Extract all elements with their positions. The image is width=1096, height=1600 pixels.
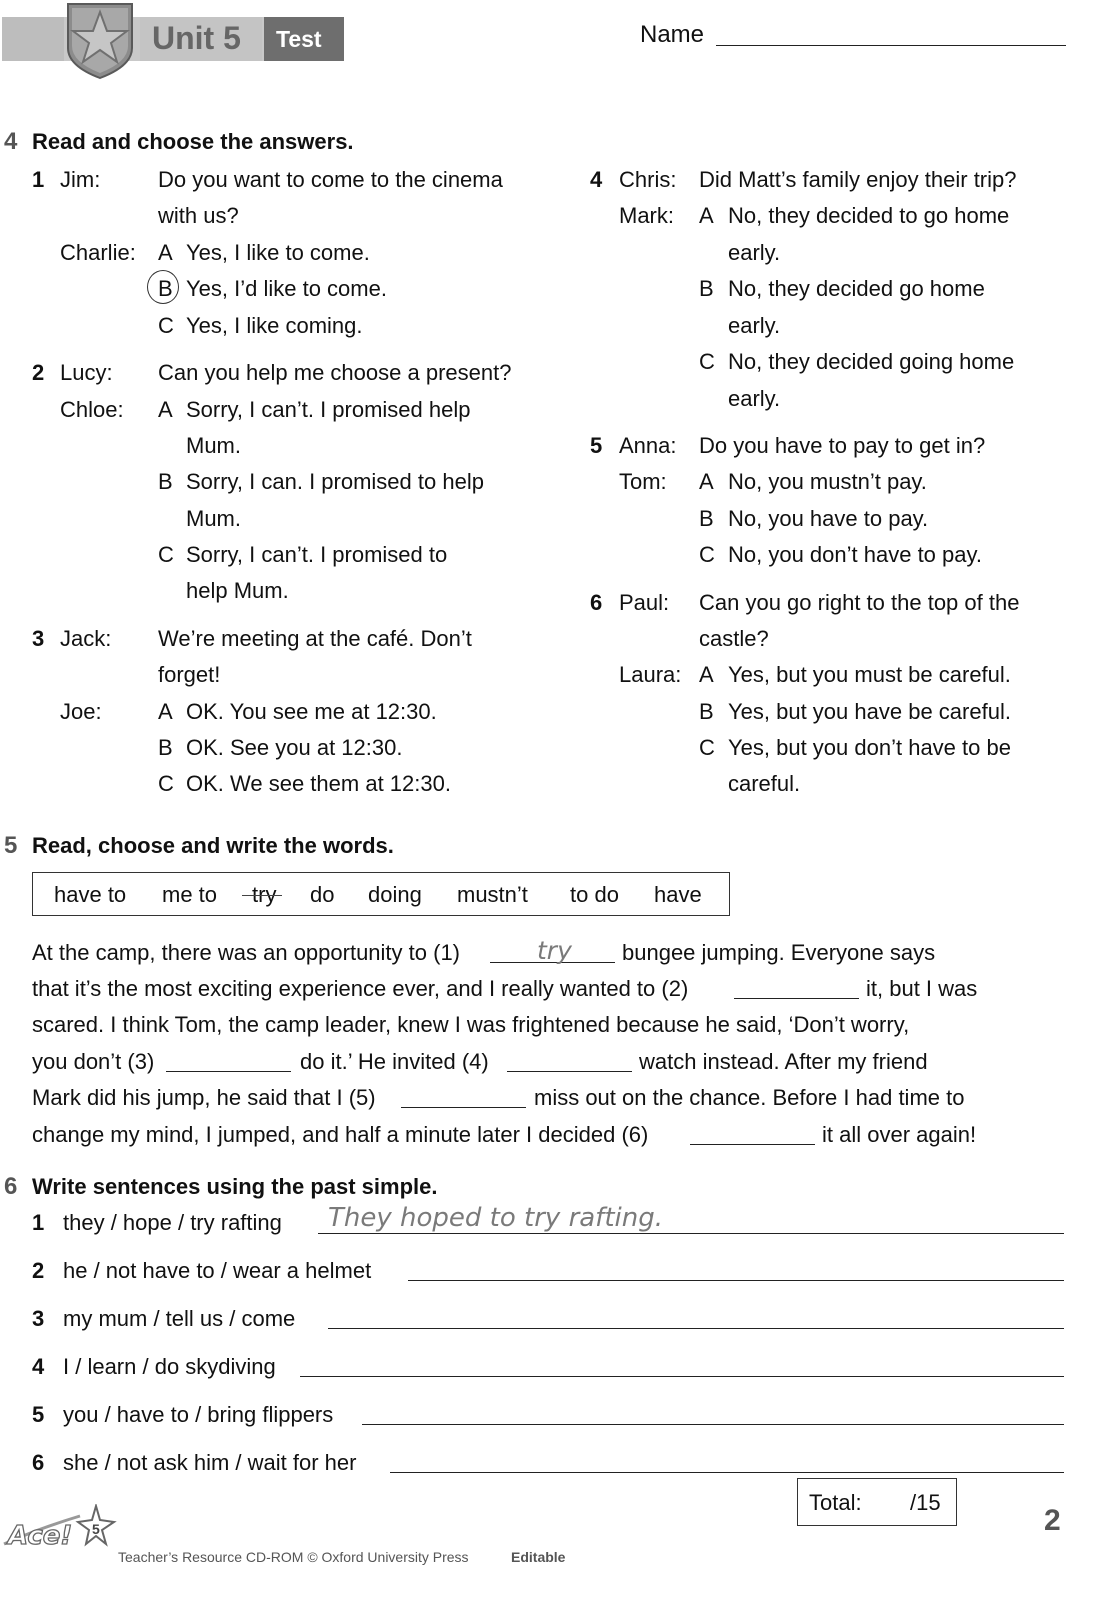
speaker: Jim: xyxy=(60,167,101,192)
option-letter[interactable]: B xyxy=(699,699,714,724)
question-number: 6 xyxy=(590,590,603,615)
item-number: 1 xyxy=(32,1210,45,1235)
option-text: Yes, I like coming. xyxy=(186,313,363,338)
header-bar-left xyxy=(2,17,64,61)
item-prompt: he / not have to / wear a helmet xyxy=(63,1258,372,1283)
exercise-number: 5 xyxy=(4,832,18,859)
dialogue-line: Can you go right to the top of the xyxy=(699,590,1020,615)
passage-text: bungee jumping. Everyone says xyxy=(622,940,936,965)
item-number: 5 xyxy=(32,1402,45,1427)
option-letter[interactable]: B xyxy=(158,469,173,494)
exercise-instruction: Read, choose and write the words. xyxy=(32,833,394,858)
item-number: 3 xyxy=(32,1306,45,1331)
item-prompt: I / learn / do skydiving xyxy=(63,1354,276,1379)
item-prompt: you / have to / bring flippers xyxy=(63,1402,334,1427)
speaker: Paul: xyxy=(619,590,670,615)
name-field[interactable] xyxy=(716,45,1066,46)
credit-line: Teacher’s Resource CD-ROM © Oxford University Press xyxy=(118,1549,469,1565)
passage-text: miss out on the chance. Before I had time to xyxy=(534,1085,965,1110)
gap-2[interactable] xyxy=(734,998,859,999)
speaker: Mark: xyxy=(619,203,674,228)
speaker: Lucy: xyxy=(60,360,113,385)
passage-text: change my mind, I jumped, and half a minute later I decided (6) xyxy=(32,1122,649,1147)
item-number: 4 xyxy=(32,1354,45,1379)
question-number: 5 xyxy=(590,433,603,458)
gap-6[interactable] xyxy=(690,1144,815,1145)
option-letter[interactable]: C xyxy=(158,542,174,567)
option-letter[interactable]: C xyxy=(158,313,174,338)
item-number: 2 xyxy=(32,1258,45,1283)
speaker: Charlie: xyxy=(60,240,136,265)
passage-text: it, but I was xyxy=(866,976,978,1001)
passage-text: it all over again! xyxy=(822,1122,977,1147)
dialogue-line: Can you help me choose a present? xyxy=(158,360,512,385)
passage-text: scared. I think Tom, the camp leader, knew I was frightened because he said, ‘Don’t worry, xyxy=(32,1012,910,1037)
passage-text: you don’t (3) xyxy=(32,1049,155,1074)
option-letter[interactable]: B xyxy=(158,735,173,760)
speaker: Jack: xyxy=(60,626,112,651)
passage-text: At the camp, there was an opportunity to (1) xyxy=(32,940,461,965)
option-letter[interactable]: A xyxy=(158,397,173,422)
word-option: to do xyxy=(570,882,619,907)
item-prompt: they / hope / try rafting xyxy=(63,1210,282,1235)
question-number: 4 xyxy=(590,167,603,192)
word-option: doing xyxy=(368,882,422,907)
answer-line-4[interactable] xyxy=(300,1376,1064,1377)
answer-line-6[interactable] xyxy=(390,1472,1064,1473)
exercise-instruction: Write sentences using the past simple. xyxy=(32,1174,438,1199)
option-letter[interactable]: A xyxy=(699,203,714,228)
option-text: careful. xyxy=(728,771,801,796)
gap-5[interactable] xyxy=(401,1107,526,1108)
option-text: OK. We see them at 12:30. xyxy=(186,771,451,796)
option-text: OK. You see me at 12:30. xyxy=(186,699,437,724)
option-text: Sorry, I can’t. I promised to xyxy=(186,542,448,567)
option-letter[interactable]: B xyxy=(158,276,173,301)
option-letter[interactable]: A xyxy=(699,469,714,494)
option-text: Yes, but you don’t have to be xyxy=(728,735,1011,760)
option-letter[interactable]: C xyxy=(699,349,715,374)
exercise-number: 6 xyxy=(4,1173,18,1200)
editable-label: Editable xyxy=(511,1549,566,1565)
option-text: Yes, but you have be careful. xyxy=(728,699,1011,724)
answer-line-3[interactable] xyxy=(328,1328,1064,1329)
speaker: Anna: xyxy=(619,433,677,458)
word-option: have xyxy=(654,882,702,907)
unit-title: Unit 5 xyxy=(152,20,241,56)
test-title: Test xyxy=(276,26,322,52)
word-option: do xyxy=(310,882,335,907)
word-option-used: try xyxy=(252,882,277,907)
question-number: 1 xyxy=(32,167,45,192)
exercise-number: 4 xyxy=(4,128,18,155)
passage-text: Mark did his jump, he said that I (5) xyxy=(32,1085,376,1110)
option-text: No, you mustn’t pay. xyxy=(728,469,927,494)
exercise-instruction: Read and choose the answers. xyxy=(32,129,354,154)
passage-text: that it’s the most exciting experience ever, and I really wanted to (2) xyxy=(32,976,689,1001)
page-number: 2 xyxy=(1044,1504,1061,1537)
option-letter[interactable]: A xyxy=(158,699,173,724)
dialogue-line: We’re meeting at the café. Don’t xyxy=(158,626,472,651)
answer-line-5[interactable] xyxy=(362,1424,1064,1425)
answer-line-1[interactable] xyxy=(318,1233,1064,1234)
option-text: No, they decided go home xyxy=(728,276,985,301)
word-option: mustn’t xyxy=(457,882,528,907)
question-number: 2 xyxy=(32,360,45,385)
option-letter[interactable]: C xyxy=(699,542,715,567)
item-prompt: she / not ask him / wait for her xyxy=(63,1450,357,1475)
dialogue-line: Do you have to pay to get in? xyxy=(699,433,986,458)
logo-text: Ace! xyxy=(8,1521,73,1551)
dialogue-line: castle? xyxy=(699,626,769,651)
item-number: 6 xyxy=(32,1450,45,1475)
dialogue-line: forget! xyxy=(158,662,221,687)
star-shield-icon xyxy=(62,0,138,80)
option-text: Yes, but you must be careful. xyxy=(728,662,1011,687)
word-option: have to xyxy=(54,882,127,907)
gap-4[interactable] xyxy=(507,1071,632,1072)
total-label: Total: xyxy=(809,1490,862,1515)
ace-logo-icon xyxy=(0,1504,120,1554)
question-number: 3 xyxy=(32,626,45,651)
gap-3[interactable] xyxy=(166,1071,291,1072)
option-text: No, you have to pay. xyxy=(728,506,929,531)
speaker: Tom: xyxy=(619,469,667,494)
option-letter[interactable]: B xyxy=(699,276,714,301)
speaker: Laura: xyxy=(619,662,682,687)
option-text: Sorry, I can’t. I promised help xyxy=(186,397,471,422)
option-text: early. xyxy=(728,313,781,338)
option-text: Mum. xyxy=(186,506,241,531)
option-letter[interactable]: C xyxy=(158,771,174,796)
handwritten-answer: try xyxy=(537,936,572,965)
option-text: early. xyxy=(728,386,781,411)
handwritten-answer: They hoped to try rafting. xyxy=(328,1203,664,1233)
word-option: me to xyxy=(162,882,218,907)
dialogue-line: Did Matt’s family enjoy their trip? xyxy=(699,167,1017,192)
option-text: Yes, I’d like to come. xyxy=(186,276,387,301)
option-text: Yes, I like to come. xyxy=(186,240,370,265)
option-letter[interactable]: B xyxy=(699,506,714,531)
passage-text: watch instead. After my friend xyxy=(639,1049,928,1074)
option-letter[interactable]: C xyxy=(699,735,715,760)
passage-text: do it.’ He invited (4) xyxy=(300,1049,489,1074)
option-text: Mum. xyxy=(186,433,241,458)
option-text: early. xyxy=(728,240,781,265)
name-label: Name xyxy=(640,21,705,48)
option-letter[interactable]: A xyxy=(158,240,173,265)
dialogue-line: Do you want to come to the cinema xyxy=(158,167,503,192)
option-text: OK. See you at 12:30. xyxy=(186,735,403,760)
option-letter[interactable]: A xyxy=(699,662,714,687)
option-text: help Mum. xyxy=(186,578,289,603)
speaker: Joe: xyxy=(60,699,102,724)
logo-level: 5 xyxy=(92,1521,100,1537)
option-text: No, you don’t have to pay. xyxy=(728,542,982,567)
option-text: No, they decided going home xyxy=(728,349,1015,374)
total-value: /15 xyxy=(910,1490,941,1515)
option-text: Sorry, I can. I promised to help xyxy=(186,469,484,494)
speaker: Chloe: xyxy=(60,397,124,422)
dialogue-line: with us? xyxy=(158,203,239,228)
item-prompt: my mum / tell us / come xyxy=(63,1306,296,1331)
speaker: Chris: xyxy=(619,167,677,192)
option-text: No, they decided to go home xyxy=(728,203,1010,228)
strikethrough xyxy=(242,895,282,896)
answer-line-2[interactable] xyxy=(408,1280,1064,1281)
